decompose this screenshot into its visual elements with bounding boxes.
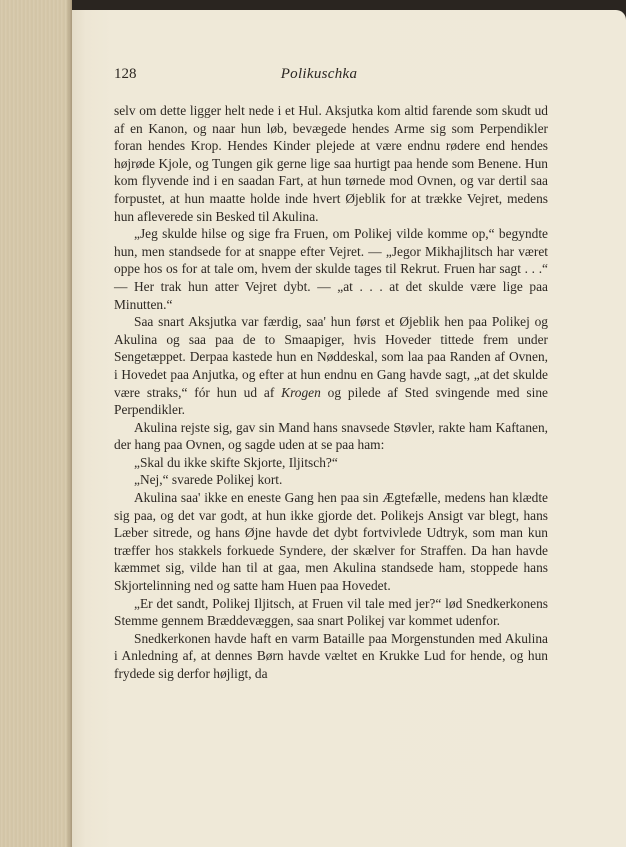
body-text <box>114 102 548 683</box>
paragraph-9: Snedkerkonen havde haft en varm Bataille paa Morgenstunden med Akulina i Anledning af, at dennes Børn havde væltet en Krukke Lud for hende, og hun frydede sig derfor højligt, da <box>114 630 548 681</box>
page-number: 128 <box>114 66 137 82</box>
paragraph-8: „Er det sandt, Polikej Iljitsch, at Fruen vil tale med jer?“ lød Snedkerkonens Stemme gennem Bræddevæggen, saa snart Polikej var kommet udenfor. <box>114 595 548 629</box>
paragraph-3 <box>114 313 548 419</box>
page-header <box>114 66 524 88</box>
paragraph-5: „Skal du ikke skifte Skjorte, Iljitsch?“ <box>134 454 338 470</box>
paragraph-2: „Jeg skulde hilse og sige fra Fruen, om Polikej vilde komme op,“ begyndte hun, men standsede for at snappe efter Vejret. — „Jegor Mikhajlitsch har været oppe hos os for at tale om, hvem der skulde tages til Rekrut. Fruen har sagt . . .“ — Her trak hun atter Vejret dybt. — „at . . . at det skulde være lige paa Minutten.“ <box>114 226 548 312</box>
paragraph-4: Akulina rejste sig, gav sin Mand hans snavsede Støvler, rakte ham Kaftanen, der hang paa Ovnen, og sagde uden at se paa ham: <box>114 419 548 453</box>
book-page-edges <box>0 0 72 847</box>
paragraph-6: „Nej,“ svarede Polikej kort. <box>134 472 283 488</box>
paragraph-7: Akulina saa' ikke en eneste Gang hen paa sin Ægtefælle, medens han klædte sig paa, og det var godt, at hun ikke gjorde det. Polikejs Ansigt var blegt, hans Læber sitrede, og hans Øjne havde det dybt fortvivlede Udtryk, som man kun træffer hos stakkels forkuede Syndere, der skælver for Straffen. Da han havde kæmmet sig, vilde han til at gaa, men Akulina standsede ham, stoppede hans Skjortelinning ned og satte ham Huen paa Hovedet. <box>114 490 548 594</box>
paragraph-1: selv om dette ligger helt nede i et Hul. Aksjutka kom altid farende som skudt ud af en Kanon, og naar hun løb, bevægede hendes Arme sig som Perpendikler foran hendes Krop. Hendes Kinder plejede at være endnu rødere end hendes højrøde Kjole, og Tungen gik gerne lige saa hurtigt paa hende som Benene. Hun kom flyvende ind i en saadan Fart, at hun tørnede mod Ovnen, og var dertil saa forpustet, at hun maatte holde inde hvert Øjeblik for at trække Vejret, medens hun afleverede sin Besked til Akulina. <box>114 103 548 224</box>
running-title: Polikuschka <box>280 66 358 82</box>
paragraph-3-emphasis: Krogen <box>281 384 321 400</box>
paragraph-3-text-before: Saa snart Aksjutka var færdig, saa' hun først et Øjeblik hen paa Polikej og Akulina og saa paa de to Smaapiger, hvis Hoveder tittede frem under Sengetæppet. Derpaa kastede hun en Nøddeskal, som laa paa Randen af Ovnen, i Hovedet paa Anjutka, og efter at hun endnu en Gang havde sagt, „at det skulde være straks,“ fór hun ud af <box>114 314 548 400</box>
paragraph-3-text-after: og pilede af Sted svingende med sine Perpendikler. <box>114 384 548 418</box>
